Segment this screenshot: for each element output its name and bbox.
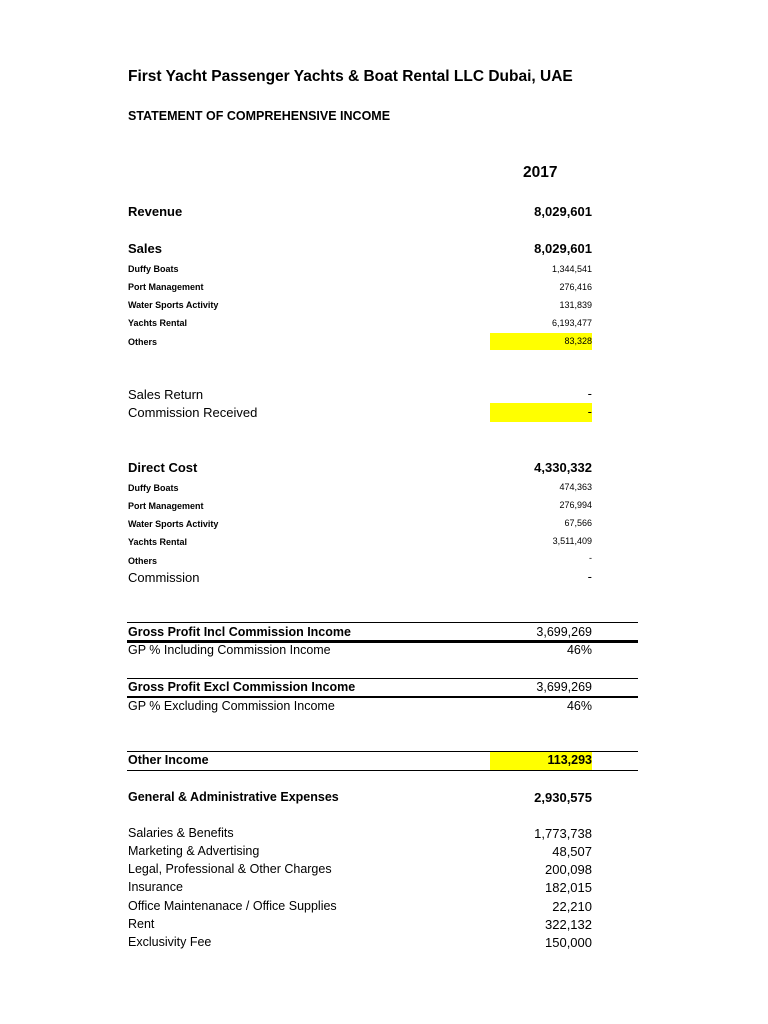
gna-item-insurance-label: Insurance <box>128 880 183 894</box>
dc-item-others-label: Others <box>128 556 158 566</box>
gna-label: General & Administrative Expenses <box>128 790 339 804</box>
dc-item-watersports-label: Water Sports Activity <box>128 519 219 529</box>
highlight-commission-received <box>490 403 592 422</box>
company-title: First Yacht Passenger Yachts & Boat Rental LLC Dubai, UAE <box>128 68 573 85</box>
sales-value: 8,029,601 <box>534 241 592 256</box>
gna-item-exclusivity-label: Exclusivity Fee <box>128 935 212 949</box>
gp-incl-value: 3,699,269 <box>536 625 592 639</box>
gna-item-salaries-label: Salaries & Benefits <box>128 826 234 840</box>
dc-item-watersports-value: 67,566 <box>564 518 592 528</box>
gna-item-marketing-value: 48,507 <box>552 844 592 859</box>
commission-received-label: Commission Received <box>128 405 258 420</box>
gp-pct-excl-label: GP % Excluding Commission Income <box>128 699 335 713</box>
sales-item-watersports-label: Water Sports Activity <box>128 300 219 310</box>
dc-item-port-value: 276,994 <box>559 500 592 510</box>
commission-received-value: - <box>587 404 592 419</box>
sales-item-watersports-value: 131,839 <box>559 300 592 310</box>
sales-item-port-label: Port Management <box>128 282 204 292</box>
gna-item-legal-value: 200,098 <box>545 862 592 877</box>
rule-below-other-income <box>127 770 638 771</box>
dc-item-yachts-label: Yachts Rental <box>128 537 188 547</box>
statement-title: STATEMENT OF COMPREHENSIVE INCOME <box>128 109 391 123</box>
sales-item-duffy-value: 1,344,541 <box>551 264 592 274</box>
gp-excl-label: Gross Profit Excl Commission Income <box>128 680 356 694</box>
gna-item-insurance-value: 182,015 <box>545 880 592 895</box>
dc-item-duffy-label: Duffy Boats <box>128 483 179 493</box>
dc-commission-value: - <box>587 569 592 584</box>
gna-item-rent-label: Rent <box>128 917 155 931</box>
revenue-value: 8,029,601 <box>534 204 592 219</box>
gp-pct-incl-label: GP % Including Commission Income <box>128 643 331 657</box>
sales-item-others-label: Others <box>128 337 158 347</box>
year-heading: 2017 <box>523 164 558 181</box>
direct-cost-value: 4,330,332 <box>534 460 592 475</box>
direct-cost-label: Direct Cost <box>128 460 198 475</box>
gna-item-office-value: 22,210 <box>552 899 592 914</box>
dc-item-duffy-value: 474,363 <box>559 482 592 492</box>
gp-incl-label: Gross Profit Incl Commission Income <box>128 625 351 639</box>
revenue-label: Revenue <box>128 204 183 219</box>
gna-item-marketing-label: Marketing & Advertising <box>128 844 260 858</box>
rule-below-gp-excl <box>127 696 638 698</box>
other-income-label: Other Income <box>128 753 209 767</box>
dc-commission-label: Commission <box>128 570 200 585</box>
gna-item-exclusivity-value: 150,000 <box>545 935 592 950</box>
gp-excl-value: 3,699,269 <box>536 680 592 694</box>
gp-pct-incl-value: 46% <box>566 643 592 657</box>
gna-item-office-label: Office Maintenanace / Office Supplies <box>128 899 337 913</box>
sales-item-others-value: 83,328 <box>564 336 592 346</box>
sales-item-yachts-label: Yachts Rental <box>128 318 188 328</box>
sales-return-label: Sales Return <box>128 387 204 402</box>
gna-item-salaries-value: 1,773,738 <box>534 826 592 841</box>
sales-item-yachts-value: 6,193,477 <box>551 318 592 328</box>
gna-item-rent-value: 322,132 <box>545 917 592 932</box>
sales-return-value: - <box>587 386 592 401</box>
gna-value: 2,930,575 <box>534 790 592 805</box>
gna-item-legal-label: Legal, Professional & Other Charges <box>128 862 332 876</box>
dc-item-port-label: Port Management <box>128 501 204 511</box>
dc-item-others-value: - <box>589 553 592 563</box>
gp-pct-excl-value: 46% <box>566 699 592 713</box>
other-income-value: 113,293 <box>547 753 592 767</box>
rule-above-gp-excl <box>127 678 638 679</box>
sales-item-port-value: 276,416 <box>559 282 592 292</box>
sales-item-duffy-label: Duffy Boats <box>128 264 179 274</box>
sales-label: Sales <box>128 241 162 256</box>
rule-above-gp-incl <box>127 622 638 623</box>
dc-item-yachts-value: 3,511,409 <box>552 536 592 546</box>
